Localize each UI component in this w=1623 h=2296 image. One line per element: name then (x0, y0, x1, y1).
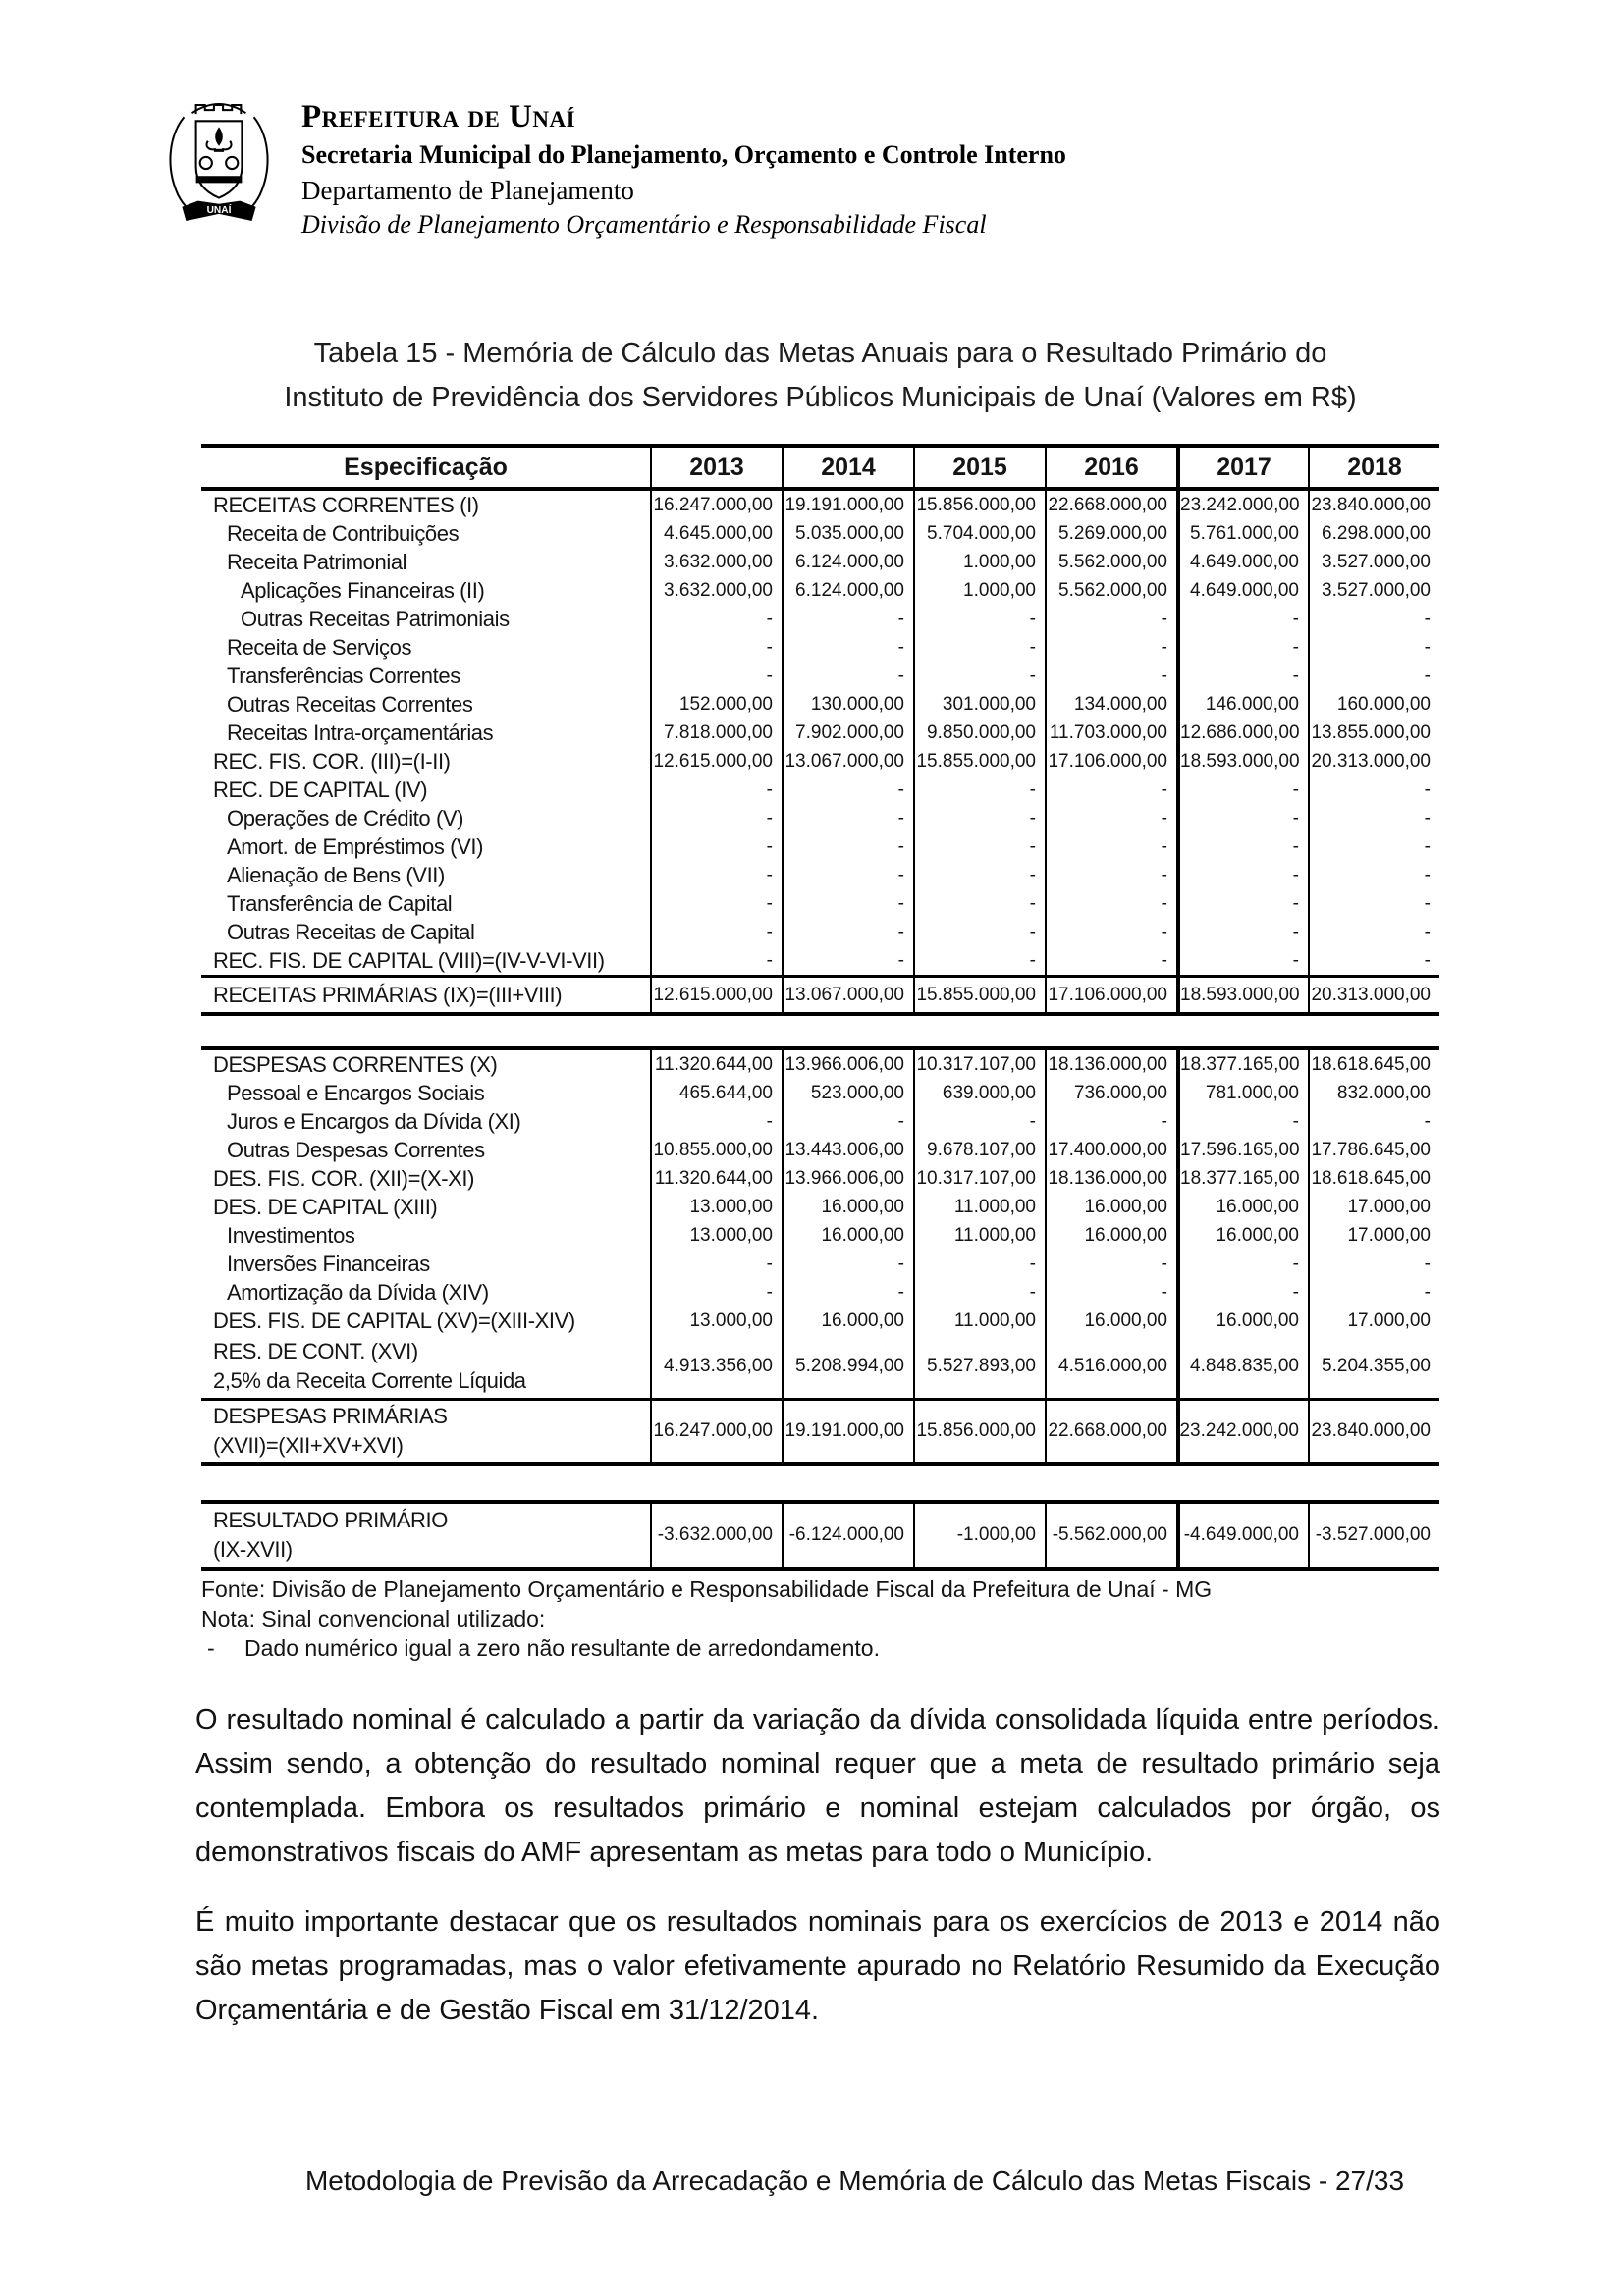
table-title-line2: Instituto de Previdência dos Servidores Públicos Municipais de Unaí (Valores em R$) (284, 382, 1357, 413)
cell-value: 11.000,00 (913, 1193, 1045, 1221)
cell-value: -4.649.000,00 (1176, 1504, 1308, 1567)
cell-value: - (1045, 775, 1176, 804)
cell-value: 17.106.000,00 (1045, 978, 1176, 1012)
cell-value: -3.632.000,00 (650, 1504, 782, 1567)
body-paragraph-2: É muito importante destacar que os resultados nominais para os exercícios de 2013 e 2014 não são metas programadas, mas o valor efetivamente apurado no Relatório Resumido da Execução Orçamentária e de Gestão Fiscal em 31/12/2014. (195, 1906, 1440, 2026)
cell-value: 17.000,00 (1308, 1307, 1439, 1335)
letterhead-text (301, 90, 1066, 241)
cell-value: 4.913.356,00 (650, 1335, 782, 1398)
cell-value: - (650, 861, 782, 889)
cell-value: 20.313.000,00 (1308, 978, 1439, 1012)
row-label: Receita de Serviços (227, 635, 412, 660)
cell-value: 17.106.000,00 (1045, 747, 1176, 775)
table-row (201, 1050, 1439, 1079)
cell-value: 4.645.000,00 (650, 519, 782, 548)
cell-value: 13.067.000,00 (782, 978, 913, 1012)
cell-value: 23.840.000,00 (1308, 1401, 1439, 1462)
cell-value: - (650, 1250, 782, 1278)
cell-value: 16.000,00 (1045, 1193, 1176, 1221)
body-paragraph-1: O resultado nominal é calculado a partir da variação da dívida consolidada líquida entre períodos. Assim sendo, a obtenção do resultado nominal requer que a meta de resultado primário seja contemplada. Embora os resultados primário e nominal estejam calculados por órgão, os demonstrativos fiscais do AMF apresentam as metas para todo o Município. (195, 1704, 1440, 1868)
secretariat-name: Secretaria Municipal do Planejamento, Orçamento e Controle Interno (301, 140, 1066, 169)
table-row (201, 1398, 1439, 1462)
table-row (201, 747, 1439, 775)
table-row (201, 491, 1439, 519)
cell-value: 1.000,00 (913, 548, 1045, 576)
cell-value: - (1176, 633, 1308, 662)
cell-value: 13.000,00 (650, 1221, 782, 1250)
cell-value: - (782, 605, 913, 633)
cell-value: 13.067.000,00 (782, 747, 913, 775)
table-title-line1: Tabela 15 - Memória de Cálculo das Metas Anuais para o Resultado Primário do (313, 338, 1327, 369)
cell-value: - (1045, 662, 1176, 690)
cell-value: 18.377.165,00 (1176, 1164, 1308, 1193)
cell-value: 639.000,00 (913, 1079, 1045, 1107)
cell-value: - (1308, 889, 1439, 918)
cell-value: 5.208.994,00 (782, 1335, 913, 1398)
cell-value: 16.247.000,00 (650, 1401, 782, 1462)
cell-value: - (1045, 633, 1176, 662)
cell-value: 17.596.165,00 (1176, 1136, 1308, 1164)
cell-value: 3.527.000,00 (1308, 576, 1439, 605)
cell-value: 17.000,00 (1308, 1221, 1439, 1250)
row-label: Outras Receitas Correntes (227, 692, 473, 717)
cell-value: - (1176, 1250, 1308, 1278)
cell-value: 10.855.000,00 (650, 1136, 782, 1164)
cell-value: - (782, 775, 913, 804)
cell-value: 3.632.000,00 (650, 576, 782, 605)
cell-value: - (782, 1250, 913, 1278)
cell-value: - (650, 633, 782, 662)
table-row (201, 1079, 1439, 1107)
cell-value: 4.649.000,00 (1176, 576, 1308, 605)
column-header-year: 2013 (650, 448, 782, 487)
cell-value: 16.000,00 (1176, 1193, 1308, 1221)
cell-value: - (1176, 662, 1308, 690)
cell-value: 9.678.107,00 (913, 1136, 1045, 1164)
row-label-line1: DESPESAS PRIMÁRIAS (213, 1404, 448, 1428)
cell-value: - (782, 832, 913, 861)
convention-note: Nota: Sinal convencional utilizado: (201, 1606, 546, 1631)
table-header-row (201, 448, 1439, 491)
cell-value: 18.618.645,00 (1308, 1050, 1439, 1079)
shield-band (196, 176, 243, 183)
cell-value: - (1045, 946, 1176, 975)
cell-value: 20.313.000,00 (1308, 747, 1439, 775)
cell-value: - (1045, 1107, 1176, 1136)
row-label: Aplicações Financeiras (II) (241, 578, 485, 603)
division-name: Divisão de Planejamento Orçamentário e Responsabilidade Fiscal (301, 210, 987, 239)
cell-value: 12.615.000,00 (650, 978, 782, 1012)
cell-value: - (1308, 1250, 1439, 1278)
cell-value: -3.527.000,00 (1308, 1504, 1439, 1567)
table-row (201, 1307, 1439, 1335)
cell-value: 5.562.000,00 (1045, 548, 1176, 576)
cell-value: - (913, 633, 1045, 662)
cell-value: - (650, 1107, 782, 1136)
cell-value: - (913, 605, 1045, 633)
row-label-line1: RES. DE CONT. (XVI) (213, 1339, 418, 1363)
cell-value: 18.593.000,00 (1176, 747, 1308, 775)
cell-value: - (782, 1107, 913, 1136)
column-header-year: 2017 (1176, 448, 1308, 487)
cell-value: - (650, 1278, 782, 1307)
convention-bullet (201, 1633, 1439, 1663)
cell-value: 18.618.645,00 (1308, 1164, 1439, 1193)
cell-value: -6.124.000,00 (782, 1504, 913, 1567)
table-row (201, 832, 1439, 861)
column-header-year: 2018 (1308, 448, 1439, 487)
cell-value: - (1045, 1278, 1176, 1307)
cell-value: - (1308, 861, 1439, 889)
cell-value: - (913, 832, 1045, 861)
left-flourish (170, 117, 198, 216)
shield-roundel-right (226, 157, 238, 169)
cell-value: 160.000,00 (1308, 690, 1439, 719)
cell-value: - (1308, 633, 1439, 662)
cell-value: - (650, 605, 782, 633)
row-label: Transferência de Capital (227, 891, 453, 916)
fleur-de-lis (215, 127, 223, 145)
cell-value: - (782, 804, 913, 832)
row-label: REC. FIS. DE CAPITAL (VIII)=(IV-V-VI-VII) (213, 948, 605, 973)
column-header-year: 2014 (782, 448, 913, 487)
cell-value: 7.818.000,00 (650, 719, 782, 747)
cell-value: 16.247.000,00 (650, 491, 782, 519)
row-label: Alienação de Bens (VII) (227, 863, 445, 887)
cell-value: - (1176, 1107, 1308, 1136)
row-label: REC. DE CAPITAL (IV) (213, 777, 428, 802)
cell-value: 13.966.006,00 (782, 1050, 913, 1079)
table-row (201, 1278, 1439, 1307)
table-row (201, 1164, 1439, 1193)
table-row (201, 889, 1439, 918)
row-label: Inversões Financeiras (227, 1252, 430, 1276)
cell-value: - (1308, 662, 1439, 690)
table-row (201, 576, 1439, 605)
cell-value: - (1176, 918, 1308, 946)
table-row (201, 1136, 1439, 1164)
cell-value: - (782, 662, 913, 690)
cell-value: - (913, 1107, 1045, 1136)
row-label: DES. FIS. DE CAPITAL (XV)=(XIII-XIV) (213, 1308, 575, 1333)
cell-value: 13.443.006,00 (782, 1136, 913, 1164)
source-note: Fonte: Divisão de Planejamento Orçamentário e Responsabilidade Fiscal da Prefeitura de Unaí - MG (201, 1576, 1213, 1602)
cell-value: - (1045, 1250, 1176, 1278)
cell-value: - (650, 946, 782, 975)
cell-value: - (782, 633, 913, 662)
cell-value: - (650, 889, 782, 918)
row-label: DES. DE CAPITAL (XIII) (213, 1195, 438, 1219)
cell-value: 16.000,00 (1045, 1307, 1176, 1335)
row-label: DESPESAS CORRENTES (X) (213, 1052, 498, 1077)
table-row (201, 1193, 1439, 1221)
cell-value: - (1045, 832, 1176, 861)
cell-value: 6.298.000,00 (1308, 519, 1439, 548)
cell-value: - (782, 918, 913, 946)
cell-value: - (1176, 832, 1308, 861)
cell-value: 9.850.000,00 (913, 719, 1045, 747)
cell-value: - (650, 832, 782, 861)
column-header-year: 2015 (913, 448, 1045, 487)
cell-value: - (1045, 889, 1176, 918)
cell-value: 12.686.000,00 (1176, 719, 1308, 747)
cell-value: - (1308, 804, 1439, 832)
row-label: DES. FIS. COR. (XII)=(X-XI) (213, 1166, 475, 1191)
table-row (201, 1250, 1439, 1278)
table-row (201, 775, 1439, 804)
cell-value: 17.000,00 (1308, 1193, 1439, 1221)
cell-value: 11.703.000,00 (1045, 719, 1176, 747)
cell-value: 134.000,00 (1045, 690, 1176, 719)
row-label-line1: RESULTADO PRIMÁRIO (213, 1508, 448, 1532)
cell-value: 4.848.835,00 (1176, 1335, 1308, 1398)
row-label-line2: (IX-XVII) (213, 1537, 293, 1562)
cell-value: 13.000,00 (650, 1193, 782, 1221)
row-label: Receita Patrimonial (227, 550, 407, 574)
cell-value: - (1176, 775, 1308, 804)
cell-value: - (913, 1250, 1045, 1278)
cell-value: - (1308, 1107, 1439, 1136)
cell-value: - (913, 775, 1045, 804)
row-label: Amortização da Dívida (XIV) (227, 1280, 489, 1305)
ribbon-label: UNAÍ (206, 204, 232, 216)
fleur-band (214, 149, 224, 152)
row-label: REC. FIS. COR. (III)=(I-II) (213, 749, 451, 774)
cell-value: 15.856.000,00 (913, 1401, 1045, 1462)
cell-value: 13.855.000,00 (1308, 719, 1439, 747)
table-row (201, 719, 1439, 747)
cell-value: - (1176, 861, 1308, 889)
cell-value: - (1176, 1278, 1308, 1307)
cell-value: - (1176, 946, 1308, 975)
cell-value: 17.400.000,00 (1045, 1136, 1176, 1164)
cell-value: 16.000,00 (1045, 1221, 1176, 1250)
letterhead (160, 90, 1066, 241)
table-row (201, 918, 1439, 946)
cell-value: 23.242.000,00 (1176, 1401, 1308, 1462)
cell-value: 16.000,00 (782, 1221, 913, 1250)
cell-value: 11.000,00 (913, 1307, 1045, 1335)
organization-name: Prefeitura de Unaí (301, 99, 576, 134)
cell-value: 15.855.000,00 (913, 747, 1045, 775)
cell-value: 7.902.000,00 (782, 719, 913, 747)
cell-value: 3.527.000,00 (1308, 548, 1439, 576)
cell-value: - (1045, 861, 1176, 889)
cell-value: 11.000,00 (913, 1221, 1045, 1250)
cell-value: - (782, 861, 913, 889)
cell-value: 15.855.000,00 (913, 978, 1045, 1012)
row-label (201, 1335, 650, 1398)
cell-value: 781.000,00 (1176, 1079, 1308, 1107)
cell-value: 23.840.000,00 (1308, 491, 1439, 519)
cell-value: - (1308, 918, 1439, 946)
cell-value: 17.786.645,00 (1308, 1136, 1439, 1164)
bullet-text: Dado numérico igual a zero não resultante de arredondamento. (244, 1635, 880, 1661)
cell-value: 152.000,00 (650, 690, 782, 719)
cell-value: 16.000,00 (782, 1193, 913, 1221)
cell-value: - (650, 918, 782, 946)
row-label: Receitas Intra-orçamentárias (227, 721, 494, 745)
bullet-dash: - (207, 1635, 215, 1661)
cell-value: - (1308, 605, 1439, 633)
revenues-table (201, 444, 1439, 1016)
cell-value: - (913, 804, 1045, 832)
row-label-line2: (XVII)=(XII+XV+XVI) (213, 1433, 404, 1458)
cell-value: 18.136.000,00 (1045, 1050, 1176, 1079)
cell-value: - (1176, 889, 1308, 918)
cell-value: - (1308, 775, 1439, 804)
table-row (201, 804, 1439, 832)
table-row (201, 519, 1439, 548)
table-row (201, 690, 1439, 719)
cell-value: 465.644,00 (650, 1079, 782, 1107)
cell-value: 18.136.000,00 (1045, 1164, 1176, 1193)
cell-value: 16.000,00 (1176, 1221, 1308, 1250)
cell-value: 5.562.000,00 (1045, 576, 1176, 605)
cell-value: - (1308, 946, 1439, 975)
table-notes (201, 1575, 1439, 1663)
cell-value: 18.593.000,00 (1176, 978, 1308, 1012)
cell-value: 19.191.000,00 (782, 491, 913, 519)
cell-value: 5.035.000,00 (782, 519, 913, 548)
cell-value: - (913, 889, 1045, 918)
cell-value: - (1045, 605, 1176, 633)
table-title (201, 332, 1439, 420)
cell-value: 1.000,00 (913, 576, 1045, 605)
cell-value: 16.000,00 (782, 1307, 913, 1335)
cell-value: - (913, 918, 1045, 946)
cell-value: 12.615.000,00 (650, 747, 782, 775)
cell-value: - (782, 889, 913, 918)
row-label (201, 1504, 650, 1567)
row-label: Outras Receitas Patrimoniais (241, 607, 510, 631)
cell-value: 146.000,00 (1176, 690, 1308, 719)
cell-value: 11.320.644,00 (650, 1050, 782, 1079)
cell-value: - (1045, 918, 1176, 946)
table-row (201, 548, 1439, 576)
table-row (201, 662, 1439, 690)
primary-result-table (201, 1500, 1439, 1571)
row-label: Amort. de Empréstimos (VI) (227, 834, 483, 859)
row-label: RECEITAS CORRENTES (I) (213, 493, 479, 517)
cell-value: 5.204.355,00 (1308, 1335, 1439, 1398)
column-header-especificacao: Especificação (344, 454, 508, 481)
department-name: Departamento de Planejamento (301, 176, 634, 205)
row-label: Investimentos (227, 1223, 355, 1248)
cell-value: -1.000,00 (913, 1504, 1045, 1567)
column-header-year: 2016 (1045, 448, 1176, 487)
cell-value: - (1045, 804, 1176, 832)
cell-value: -5.562.000,00 (1045, 1504, 1176, 1567)
cell-value: - (913, 946, 1045, 975)
cell-value: 15.856.000,00 (913, 491, 1045, 519)
cell-value: 523.000,00 (782, 1079, 913, 1107)
row-label: Receita de Contribuições (227, 521, 460, 546)
table-row (201, 1107, 1439, 1136)
cell-value: 130.000,00 (782, 690, 913, 719)
cell-value: 16.000,00 (1176, 1307, 1308, 1335)
cell-value: - (913, 1278, 1045, 1307)
cell-value: 10.317.107,00 (913, 1164, 1045, 1193)
cell-value: 5.527.893,00 (913, 1335, 1045, 1398)
cell-value: 4.649.000,00 (1176, 548, 1308, 576)
table-row (201, 633, 1439, 662)
table-row (201, 861, 1439, 889)
cell-value: - (782, 946, 913, 975)
page-footer: Metodologia de Previsão da Arrecadação e Memória de Cálculo das Metas Fiscais - 27/33 (304, 2165, 1405, 2196)
cell-value: - (782, 1278, 913, 1307)
cell-value: 10.317.107,00 (913, 1050, 1045, 1079)
cell-value: - (1308, 832, 1439, 861)
cell-value: 736.000,00 (1045, 1079, 1176, 1107)
cell-value: 22.668.000,00 (1045, 1401, 1176, 1462)
cell-value: 832.000,00 (1308, 1079, 1439, 1107)
right-flourish (239, 117, 267, 216)
cell-value: 18.377.165,00 (1176, 1050, 1308, 1079)
cell-value: - (913, 861, 1045, 889)
cell-value: - (650, 804, 782, 832)
row-label: RECEITAS PRIMÁRIAS (IX)=(III+VIII) (213, 983, 563, 1007)
table-row (201, 1221, 1439, 1250)
municipal-coat-of-arms (160, 90, 278, 234)
row-label: Pessoal e Encargos Sociais (227, 1081, 485, 1105)
cell-value: 6.124.000,00 (782, 548, 913, 576)
shield-roundel-left (200, 157, 212, 169)
table-row (201, 975, 1439, 1012)
cell-value: 11.320.644,00 (650, 1164, 782, 1193)
table-row (201, 1504, 1439, 1567)
cell-value: 5.269.000,00 (1045, 519, 1176, 548)
cell-value: - (1176, 804, 1308, 832)
cell-value: 13.000,00 (650, 1307, 782, 1335)
cell-value: 301.000,00 (913, 690, 1045, 719)
cell-value: 3.632.000,00 (650, 548, 782, 576)
row-label: Transferências Correntes (227, 664, 460, 688)
cell-value: 13.966.006,00 (782, 1164, 913, 1193)
cell-value: 23.242.000,00 (1176, 491, 1308, 519)
expenses-table (201, 1046, 1439, 1466)
fleur-curl-left (206, 141, 215, 150)
cell-value: - (650, 775, 782, 804)
cell-value: 22.668.000,00 (1045, 491, 1176, 519)
cell-value: - (650, 662, 782, 690)
cell-value: - (1308, 1278, 1439, 1307)
fleur-curl-right (222, 141, 231, 150)
cell-value: 6.124.000,00 (782, 576, 913, 605)
row-label: Operações de Crédito (V) (227, 806, 464, 830)
cell-value: - (913, 662, 1045, 690)
cell-value: 5.761.000,00 (1176, 519, 1308, 548)
cell-value: - (1176, 605, 1308, 633)
cell-value: 4.516.000,00 (1045, 1335, 1176, 1398)
table-row (201, 946, 1439, 975)
table-row (201, 1335, 1439, 1398)
cell-value: 19.191.000,00 (782, 1401, 913, 1462)
row-label: Outras Receitas de Capital (227, 920, 475, 944)
row-label-line2: 2,5% da Receita Corrente Líquida (213, 1368, 526, 1393)
cell-value: 5.704.000,00 (913, 519, 1045, 548)
row-label: Juros e Encargos da Dívida (XI) (227, 1109, 521, 1134)
row-label: Outras Despesas Correntes (227, 1138, 485, 1162)
table-row (201, 605, 1439, 633)
row-label (201, 1401, 650, 1462)
